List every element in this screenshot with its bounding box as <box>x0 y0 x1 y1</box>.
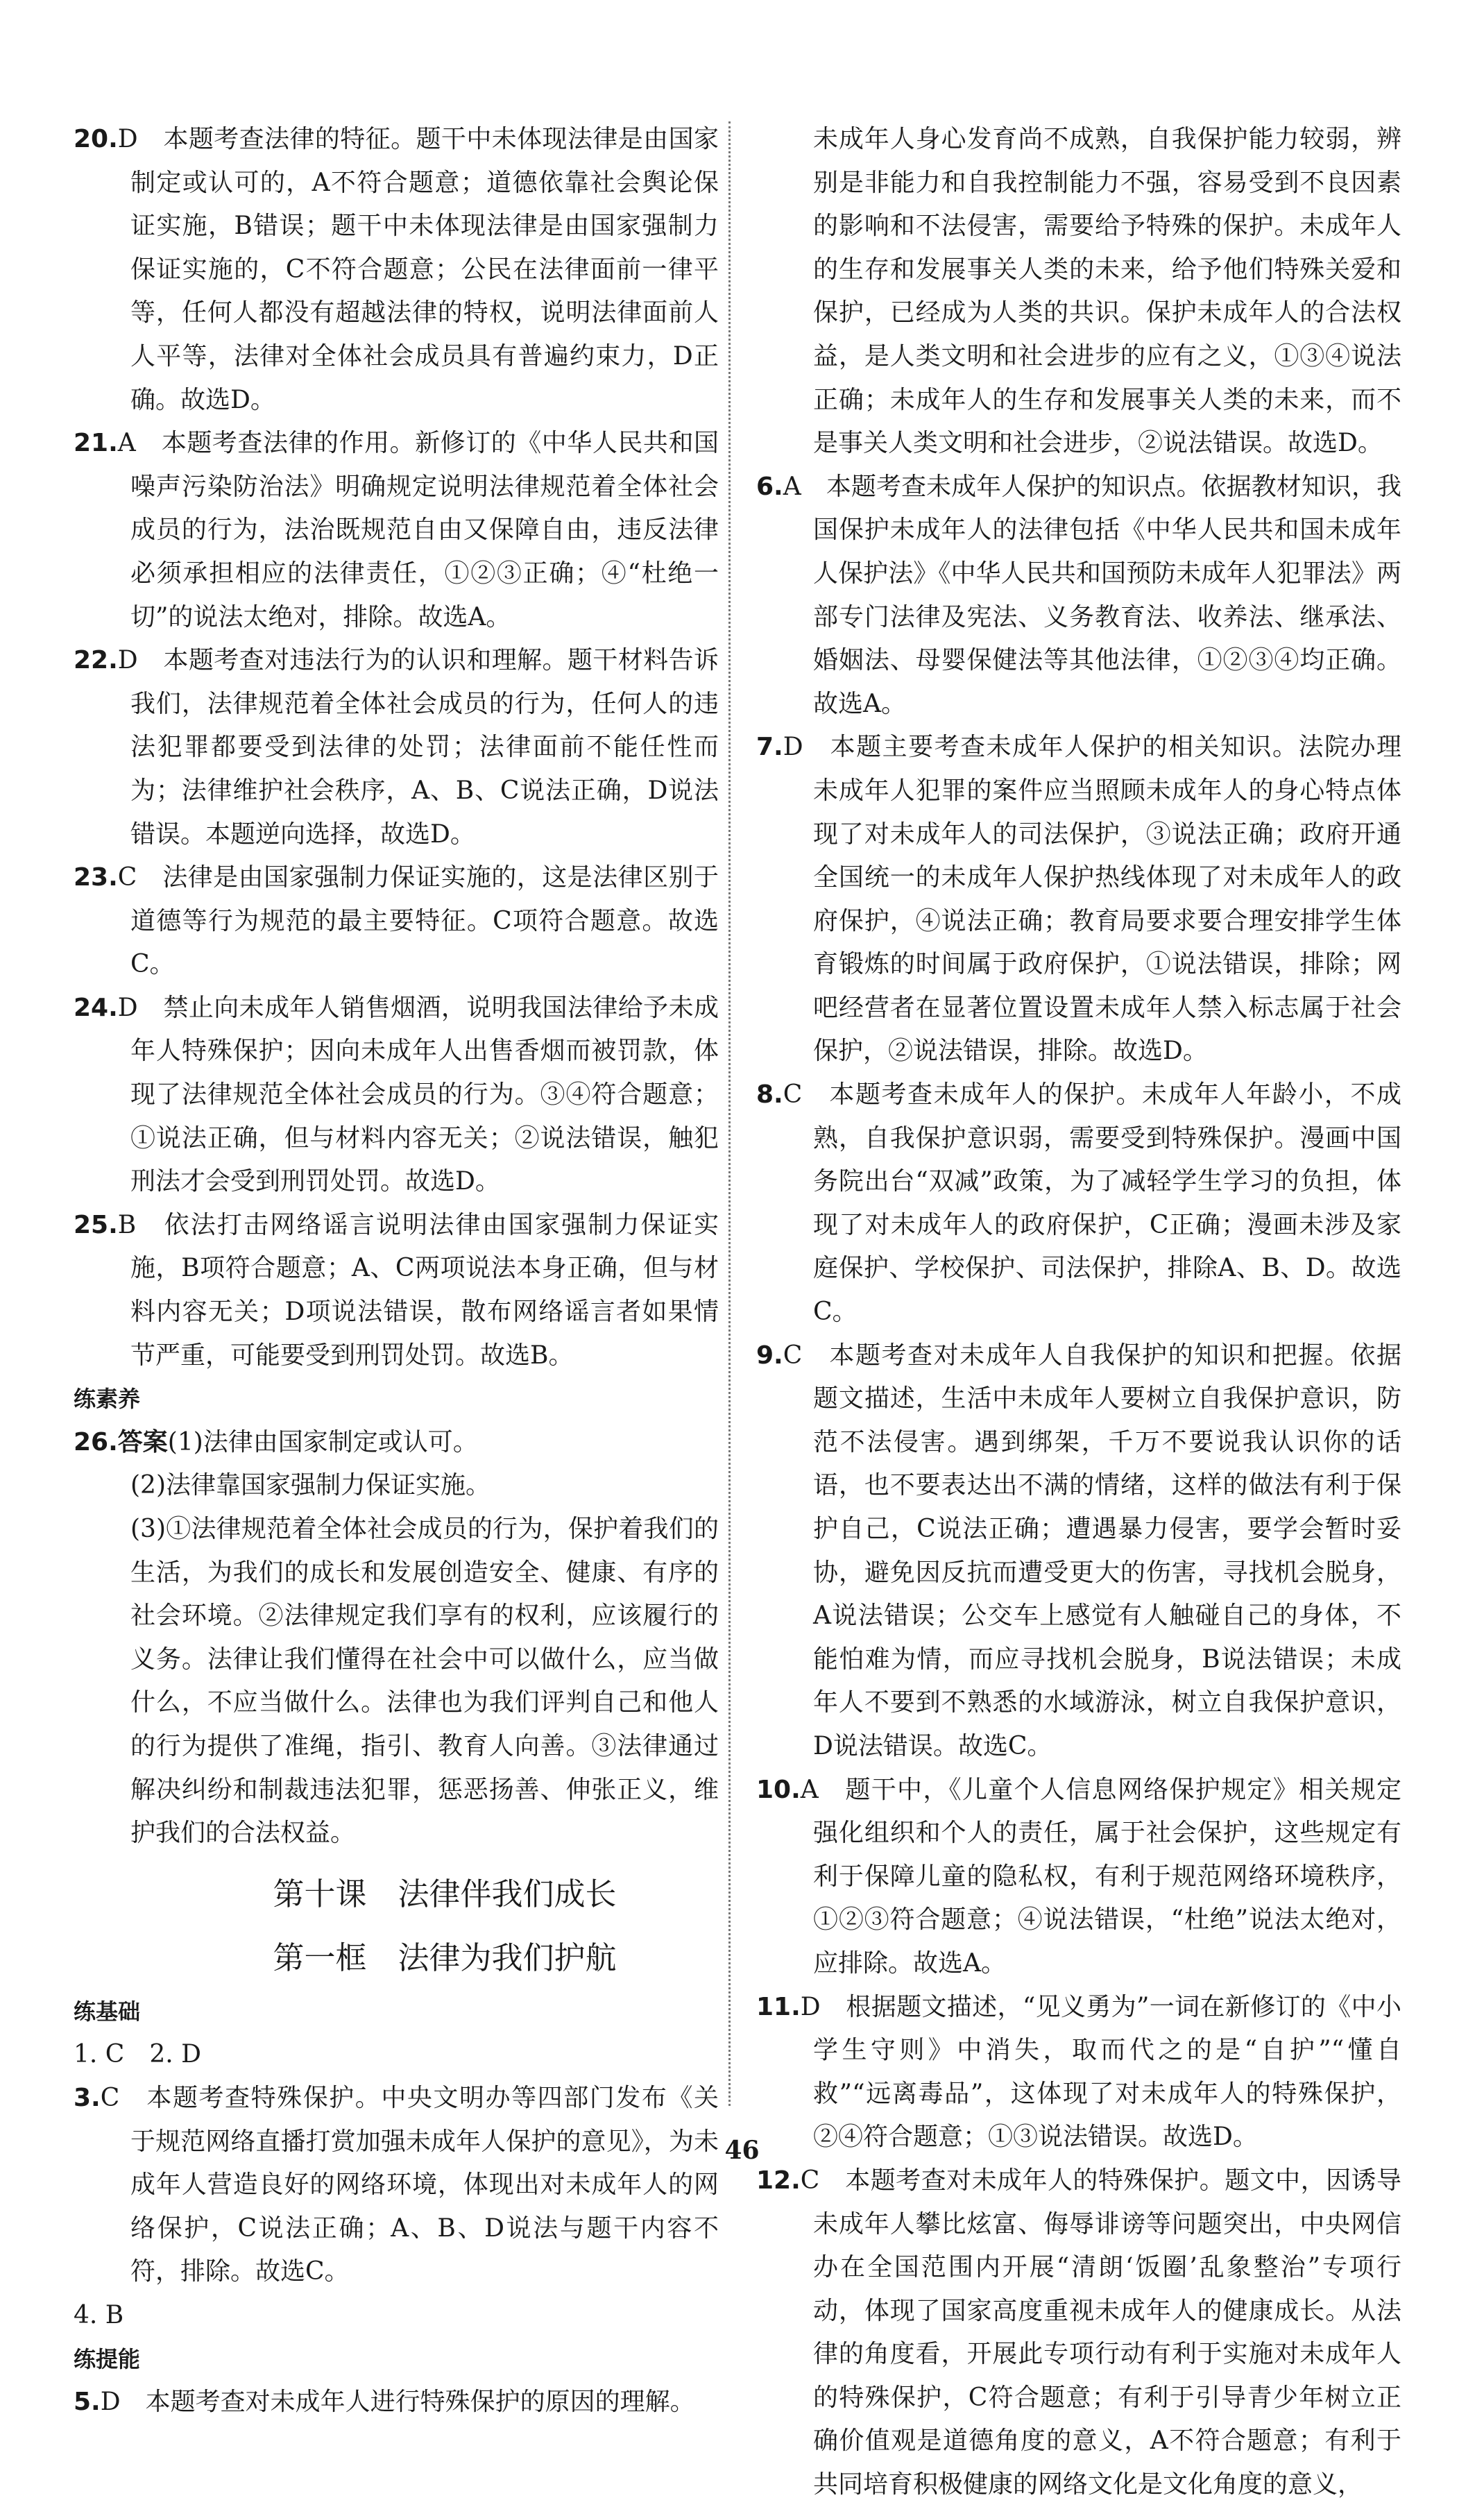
answer-label: 答案 <box>117 1427 168 1456</box>
answer-item-25 <box>74 1204 719 1377</box>
item-text: C 法律是由国家强制力保证实施的，这是法律区别于道德等行为规范的最主要特征。C项符合题意。故选C。 <box>117 863 719 979</box>
answer-item-21 <box>74 422 719 639</box>
item-number: 6. <box>756 472 783 501</box>
section-heading-suyang: 练素养 <box>74 1386 141 1413</box>
item-text: B 依法打击网络谣言说明法律由国家强制力保证实施，B项符合题意；A、C两项说法本身正确，但与材料内容无关；D项说法错误，散布网络谣言者如果情节严重，可能要受到刑罚处罚。故选B。 <box>117 1210 719 1370</box>
item-text: D 根据题文描述，“见义勇为”一词在新修订的《中小学生守则》中消失，取而代之的是“自护”“懂自救”“远离毒品”，这体现了对未成年人的特殊保护，②④符合题意；①③说法错误。故选D。 <box>800 1992 1401 2152</box>
item-text: A 题干中，《儿童个人信息网络保护规定》相关规定强化组织和个人的责任，属于社会保护，这些规定有利于保障儿童的隐私权，有利于规范网络环境秩序，①②③符合题意；④说法错误，“杜绝”说法太绝对，应排除。故选A。 <box>800 1775 1401 1978</box>
answer-item-5 <box>74 2381 719 2424</box>
item-number: 7. <box>756 733 783 762</box>
item-number: 21. <box>74 429 118 458</box>
answer-item-7 <box>756 726 1401 1073</box>
answer-item-23 <box>74 856 719 987</box>
answer-item-4: 4. B <box>74 2300 124 2329</box>
item-number: 26. <box>74 1427 118 1456</box>
answer-item-20 <box>74 118 719 422</box>
section-heading-tineng: 练提能 <box>74 2345 141 2372</box>
answer-item-5-continued: 未成年人身心发育尚不成熟，自我保护能力较弱，辨别是非能力和自我控制能力不强，容易受到不良因素的影响和不法侵害，需要给予特殊的保护。未成年人的生存和发展事关人类的未来，给予他们特殊关爱和保护，已经成为人类的共识。保护未成年人的合法权益，是人类文明和社会进步的应有之义，①③④说法正确；未成年人的生存和发展事关人类的未来，而不是事关人类文明和社会进步，②说法错误。故选D。 <box>813 125 1401 458</box>
item-number: 5. <box>74 2388 101 2417</box>
item-number: 24. <box>74 993 118 1022</box>
answer-item-9 <box>756 1334 1401 1769</box>
item-number: 20. <box>74 125 118 153</box>
answer-item-26-part-3: (3)①法律规范着全体社会成员的行为，保护着我们的生活，为我们的成长和发展创造安全、健康、有序的社会环境。②法律规定我们享有的权利，应该履行的义务。法律让我们懂得在社会中可以做什么，应当做什么，不应当做什么。法律也为我们评判自己和他人的行为提供了准绳，指引、教育人向善。③法律通过解决纠纷和制裁违法犯罪，惩恶扬善、伸张正义，维护我们的合法权益。 <box>130 1515 719 1848</box>
answer-item-1-2: 1. C 2. D <box>74 2040 201 2069</box>
item-number: 10. <box>756 1775 801 1804</box>
answer-item-26 <box>74 1421 719 1465</box>
item-number: 3. <box>74 2083 101 2112</box>
lesson-title: 第十课 法律伴我们成长 <box>273 1875 617 1912</box>
item-text: A 本题考查法律的作用。新修订的《中华人民共和国噪声污染防治法》明确规定说明法律规范着全体社会成员的行为，法治既规范自由又保障自由，违反法律必须承担相应的法律责任，①②③正确；④“杜绝一切”的说法太绝对，排除。故选A。 <box>117 429 719 631</box>
item-number: 23. <box>74 863 118 892</box>
item-number: 25. <box>74 1210 118 1239</box>
item-number: 9. <box>756 1341 783 1370</box>
item-number: 22. <box>74 646 118 675</box>
answer-item-11 <box>756 1986 1401 2159</box>
left-column <box>74 118 719 2424</box>
item-text: A 本题考查未成年人保护的知识点。依据教材知识，我国保护未成年人的法律包括《中华人民共和国未成年人保护法》《中华人民共和国预防未成年人犯罪法》两部专门法律及宪法、义务教育法、收养法、继承法、婚姻法、母婴保健法等其他法律，①②③④均正确。故选A。 <box>783 472 1401 718</box>
item-text: C 本题考查特殊保护。中央文明办等四部门发布《关于规范网络直播打赏加强未成年人保护的意见》，为未成年人营造良好的网络环境，体现出对未成年人的网络保护，C说法正确；A、B、D说法与题干内容不符，排除。故选C。 <box>100 2083 719 2286</box>
answer-item-22 <box>74 639 719 856</box>
answer-item-3 <box>74 2077 719 2294</box>
item-number: 11. <box>756 1992 801 2021</box>
item-text: D 本题主要考查未成年人保护的相关知识。法院办理未成年人犯罪的案件应当照顾未成年人的身心特点体现了对未成年人的司法保护，③说法正确；政府开通全国统一的未成年人保护热线体现了对未成年人的政府保护，④说法正确；教育局要求要合理安排学生体育锻炼的时间属于政府保护，①说法错误，排除；网吧经营者在显著位置设置未成年人禁入标志属于社会保护，②说法错误，排除。故选D。 <box>783 733 1401 1066</box>
answer-item-24 <box>74 987 719 1204</box>
answer-item-10 <box>756 1769 1401 1986</box>
answer-item-12 <box>756 2159 1401 2507</box>
item-text: C 本题考查对未成年人的特殊保护。题文中，因诱导未成年人攀比炫富、侮辱诽谤等问题突出，中央网信办在全国范围内开展“清朗‘饭圈’乱象整治”专项行动，体现了国家高度重视未成年人的健康成长。从法律的角度看，开展此专项行动有利于实施对未成年人的特殊保护，C符合题意；有利于引导青少年树立正确价值观是道德角度的意义，A不符合题意；有利于共同培育积极健康的网络文化是文化角度的意义， <box>800 2166 1401 2499</box>
item-text: D 本题考查法律的特征。题干中未体现法律是由国家制定或认可的，A不符合题意；道德依靠社会舆论保证实施，B错误；题干中未体现法律是由国家强制力保证实施的，C不符合题意；公民在法律面前一律平等，任何人都没有超越法律的特权，说明法律面前人人平等，法律对全体社会成员具有普遍约束力，D正确。故选D。 <box>117 125 719 414</box>
answer-item-6 <box>756 466 1401 726</box>
section-heading-jichu: 练基础 <box>74 1998 141 2025</box>
answer-item-8 <box>756 1073 1401 1334</box>
item-text: D 禁止向未成年人销售烟酒，说明我国法律给予未成年人特殊保护；因向未成年人出售香烟而被罚款，体现了法律规范全体社会成员的行为。③④符合题意；①说法正确，但与材料内容无关；②说法错误，触犯刑法才会受到刑罚处罚。故选D。 <box>117 993 719 1196</box>
item-number: 8. <box>756 1080 783 1110</box>
column-divider <box>728 121 731 2106</box>
answer-item-26-part-2: (2)法律靠国家强制力保证实施。 <box>130 1471 491 1500</box>
item-text: C 本题考查对未成年人自我保护的知识和把握。依据题文描述，生活中未成年人要树立自我保护意识，防范不法侵害。遇到绑架，千万不要说我认识你的话语，也不要表达出不满的情绪，这样的做法有利于保护自己，C说法正确；遭遇暴力侵害，要学会暂时妥协，避免因反抗而遭受更大的伤害，寻找机会脱身，A说法错误；公交车上感觉有人触碰自己的身体，不能怕难为情，而应寻找机会脱身，B说法错误；未成年人不要到不熟悉的水域游泳，树立自我保护意识，D说法错误。故选C。 <box>783 1341 1401 1760</box>
page-number: 46 <box>724 2136 760 2165</box>
item-number: 12. <box>756 2166 801 2195</box>
item-text: (1)法律由国家制定或认可。 <box>167 1427 478 1456</box>
item-text: D 本题考查对未成年人进行特殊保护的原因的理解。 <box>100 2388 695 2417</box>
frame-title: 第一框 法律为我们护航 <box>273 1939 617 1976</box>
item-text: C 本题考查未成年人的保护。未成年人年龄小，不成熟，自我保护意识弱，需要受到特殊保护。漫画中国务院出台“双减”政策，为了减轻学生学习的负担，体现了对未成年人的政府保护，C正确；漫画未涉及家庭保护、学校保护、司法保护，排除A、B、D。故选C。 <box>783 1080 1401 1327</box>
item-text: D 本题考查对违法行为的认识和理解。题干材料告诉我们，法律规范着全体社会成员的行为，任何人的违法犯罪都要受到法律的处罚；法律面前不能任性而为；法律维护社会秩序，A、B、C说法正确，D说法错误。本题逆向选择，故选D。 <box>117 646 719 849</box>
